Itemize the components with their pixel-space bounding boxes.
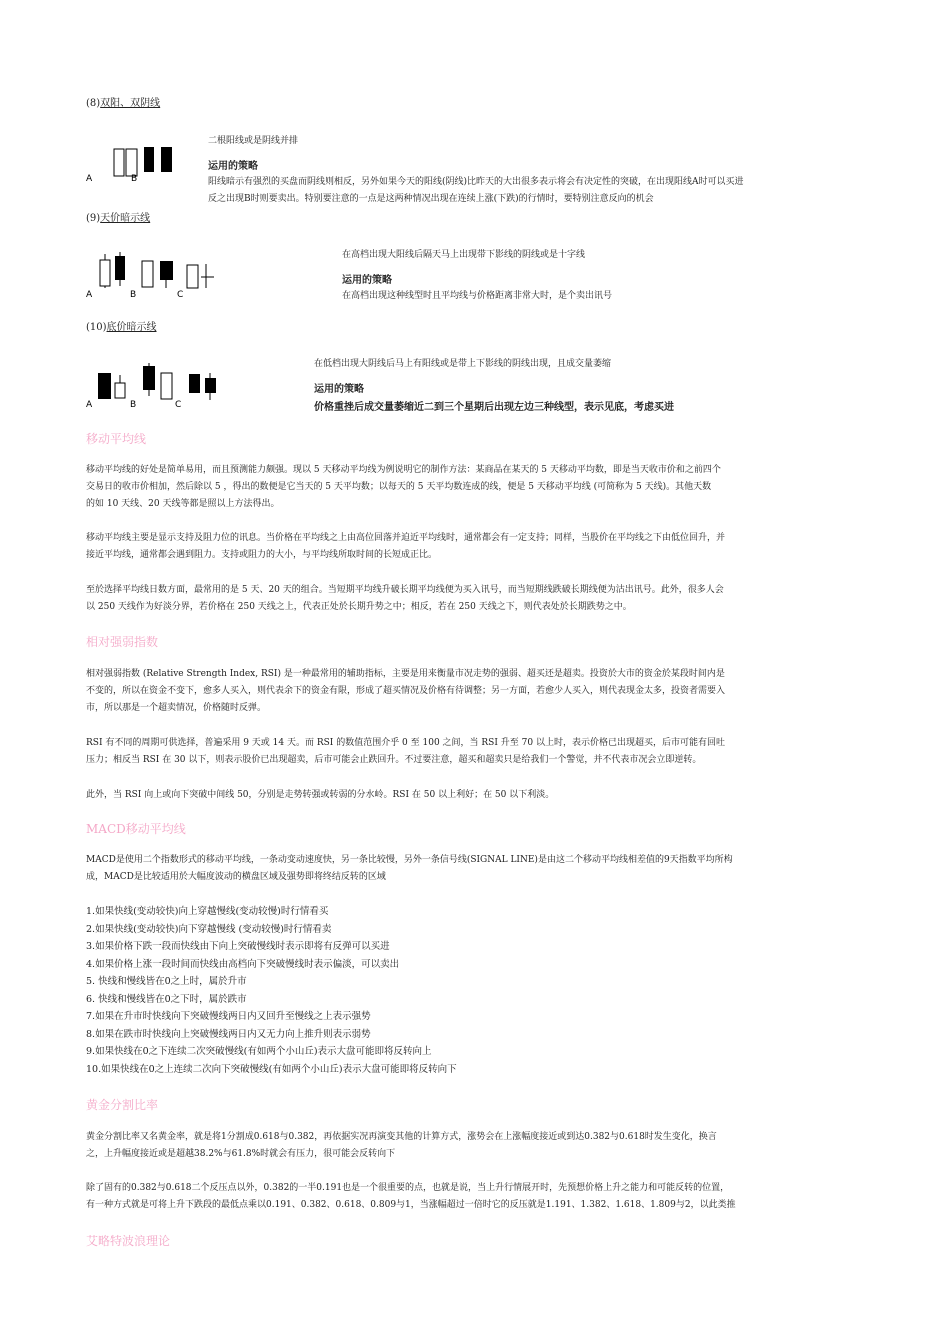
section-10-strategy: 价格重挫后成交量萎缩近二到三个星期后出现左边三种线型，表示见底，考虑买进 — [314, 402, 674, 413]
candle-b-black-2 — [161, 147, 172, 172]
rsi-paragraph-1 — [86, 666, 886, 717]
text-line: MACD是使用二个指数形式的移动平均线，一条动变动速度快，另一条比较慢，另外一条信号线(SIGNAL LINE)是由这二个移动平均线相差值的9天指数平均所构 — [86, 855, 733, 865]
macd-rules-list — [86, 903, 457, 1078]
section-9-title — [86, 210, 150, 228]
section-number: (8) — [86, 98, 101, 109]
text-line: 的如 10 天线、20 天线等都是照以上方法得出。 — [86, 499, 280, 509]
text-line: 有一种方式就是可将上升下跌段的最低点乘以0.191、0.382、0.618、0.809与1，当涨幅超过一倍时它的反压就是1.191、1.382、1.618、1.809与2，以此类推 — [86, 1200, 736, 1210]
label-a: A — [86, 400, 93, 410]
text-line: 以 250 天线作为好淡分界，若价格在 250 天线之上，代表正处於长期升势之中；相反，若在 250 天线之下，则代表处於长期跌势之中。 — [86, 602, 632, 612]
list-item: 1.如果快线(变动较快)向上穿越慢线(变动较慢)时行情看买 — [86, 906, 329, 917]
list-item: 8.如果在跌市时快线向上突破慢线两日内又无力向上推升则表示弱势 — [86, 1028, 371, 1040]
candle-a-black — [115, 256, 125, 280]
text-line: 黄金分割比率又名黄金率，就是将1分割成0.618与0.382，再依据实况再演变其他的计算方式，涨势会在上涨幅度接近或到达0.382与0.618时发生变化，换言 — [86, 1132, 717, 1142]
candle-b-white — [161, 373, 172, 399]
section-title: 双阳、双阴线 — [100, 98, 161, 109]
label-a: A — [86, 174, 93, 184]
list-item: 4.如果价格上涨一段时间而快线由高档向下突破慢线时表示偏淡，可以卖出 — [86, 958, 400, 970]
candle-a-white-2 — [126, 149, 137, 176]
candle-b-black — [143, 366, 155, 390]
list-item: 10.如果快线在0之上连续二次向下突破慢线(有如两个小山丘)表示大盘可能即将反转向下 — [86, 1063, 457, 1075]
section-9-strategy-label: 运用的策略 — [342, 275, 392, 286]
section-title: 底价暗示线 — [106, 322, 157, 333]
candle-b-white — [142, 261, 153, 287]
candle-a-white-1 — [114, 149, 124, 176]
gold-paragraph-1 — [86, 1129, 886, 1163]
candle-a-black — [98, 373, 111, 399]
list-item: 9.如果快线在0之下连续二次突破慢线(有如两个小山丘)表示大盘可能即将反转向上 — [86, 1046, 432, 1057]
candle-c-black-2 — [205, 378, 216, 393]
section-8-strategy-line: 阳线暗示有强烈的买盘而阴线则相反，另外如果今天的阳线(阴线)比昨天的大出很多表示将会有决定性的突破，在出现阳线A时可以买进 — [208, 177, 744, 187]
heading-golden-ratio: 黄金分割比率 — [86, 1098, 159, 1112]
rsi-paragraph-3 — [86, 787, 886, 804]
label-c: C — [177, 290, 184, 300]
list-item: 3.如果价格下跌一段而快线由下向上突破慢线时表示即将有反弹可以买进 — [86, 941, 390, 952]
heading-moving-average: 移动平均线 — [86, 432, 147, 446]
label-b: B — [130, 290, 137, 300]
text-line: 成，MACD是比较适用於大幅度波动的横盘区域及强势即将终结反转的区域 — [86, 872, 386, 882]
text-line: 接近平均线，通常都会遇到阻力。支持或阻力的大小，与平均线所取时间的长短成正比。 — [86, 550, 438, 560]
candle-a-white — [100, 260, 110, 286]
list-item: 5. 快线和慢线皆在0之上时，属於升市 — [86, 976, 247, 987]
section-8-desc: 二根阳线或是阴线并排 — [208, 136, 299, 146]
ma-paragraph-3 — [86, 582, 886, 616]
text-line: 至於选择平均线日数方面，最常用的是 5 天、20 天的组合。当短期平均线升破长期平均线便为买入讯号，而当短期线跌破长期线便为沽出讯号。此外，很多人会 — [86, 585, 724, 595]
section-8-strategy-line: 反之出现B时则要卖出。特别要注意的一点是这两种情况出现在连续上涨(下跌)的行情时，要特别注意反向的机会 — [208, 194, 654, 204]
list-item: 6. 快线和慢线皆在0之下时，属於跌市 — [86, 993, 247, 1005]
text-line: 压力；相反当 RSI 在 30 以下，则表示股价已出现超卖，后市可能会止跌回升。不过要注意，超买和超卖只是给我们一个警觉，并不代表市况会立即逆转。 — [86, 755, 702, 765]
ma-paragraph-1 — [86, 462, 886, 513]
text-line: 此外，当 RSI 向上或向下突破中间线 50，分别是走势转强或转弱的分水岭。RSI 在 50 以上利好；在 50 以下利淡。 — [86, 790, 555, 800]
label-b: B — [131, 174, 138, 184]
heading-elliott-wave: 艾略特波浪理论 — [86, 1234, 171, 1248]
list-item: 2.如果快线(变动较快)向下穿越慢线 (变动较慢)时行情看卖 — [86, 923, 332, 935]
text-line: 不变的，所以在资金不变下，愈多人买入，则代表余下的资金有限，形成了超买情况及价格有待调整；另一方面，若愈少人买入，则代表现金太多，投资者需要入 — [86, 686, 726, 696]
ma-paragraph-2 — [86, 530, 886, 564]
section-10-strategy-label: 运用的策略 — [314, 384, 364, 395]
section-title: 天价暗示线 — [100, 213, 151, 224]
text-line: 之，上升幅度接近或是超越38.2%与61.8%时就会有压力，很可能会反转向下 — [86, 1149, 396, 1159]
candle-c-white — [187, 265, 198, 288]
section-9-strategy: 在高档出现这种线型时且平均线与价格距离非常大时，是个卖出讯号 — [342, 291, 613, 301]
candlestick-diagram-10 — [86, 360, 226, 410]
section-8-title — [86, 95, 160, 113]
section-number: (10) — [86, 322, 107, 333]
section-10-desc: 在低档出现大阴线后马上有阳线或是带上下影线的阴线出现，且成交量萎缩 — [314, 359, 612, 369]
candlestick-diagram-9 — [86, 250, 226, 300]
candlestick-diagram-8 — [86, 140, 186, 185]
candle-b-black — [160, 261, 173, 280]
rsi-paragraph-2 — [86, 735, 886, 769]
label-c: C — [175, 400, 182, 410]
label-b: B — [130, 400, 137, 410]
section-9-desc: 在高档出现大阳线后隔天马上出现带下影线的阴线或是十字线 — [342, 250, 586, 260]
candle-a-white — [115, 383, 125, 398]
macd-paragraph-1 — [86, 852, 886, 886]
section-8-strategy-label: 运用的策略 — [208, 161, 258, 172]
list-item: 7.如果在升市时快线向下突破慢线两日内又回升至慢线之上表示强势 — [86, 1011, 371, 1022]
text-line: 市，所以那是一个超卖情况，价格随时反弹。 — [86, 703, 267, 713]
label-a: A — [86, 290, 93, 300]
candle-b-black-1 — [144, 147, 154, 172]
candle-c-black-1 — [189, 374, 200, 393]
text-line: 移动平均线的好处是简单易用，而且预测能力颇强。现以 5 天移动平均线为例说明它的制作方法：某商品在某天的 5 天移动平均数，即是当天收市价和之前四个 — [86, 465, 721, 475]
text-line: 相对强弱指数 (Relative Strength Index, RSI) 是一种最常用的辅助指标，主要是用来衡量市况走势的强弱、超买还是超卖。投资於大市的资金於某段时间内是 — [86, 669, 725, 679]
text-line: 除了固有的0.382与0.618二个反压点以外，0.382的一半0.191也是一个很重要的点，也就是说，当上升行情展开时，先预想价格上升之能力和可能反转的位置， — [86, 1183, 730, 1193]
section-number: (9) — [86, 213, 101, 224]
text-line: 交易日的收市价相加，然后除以 5 ，得出的数便是它当天的 5 天平均数；以每天的 5 天平均数连成的线，便是 5 天移动平均线 (可简称为 5 天线)。其他天数 — [86, 482, 712, 492]
section-10-title — [86, 319, 157, 337]
text-line: RSI 有不同的周期可供选择，普遍采用 9 天或 14 天。而 RSI 的数值范围介乎 0 至 100 之间，当 RSI 升至 70 以上时，表示价格已出现超买，后市可能有回吐 — [86, 738, 725, 748]
gold-paragraph-2 — [86, 1180, 886, 1214]
text-line: 移动平均线主要是显示支持及阻力位的讯息。当价格在平均线之上由高位回落并迫近平均线时，通常都会有一定支持；同样，当股价在平均线之下由低位回升，并 — [86, 533, 726, 543]
heading-macd: MACD移动平均线 — [86, 822, 186, 836]
heading-rsi: 相对强弱指数 — [86, 635, 159, 649]
